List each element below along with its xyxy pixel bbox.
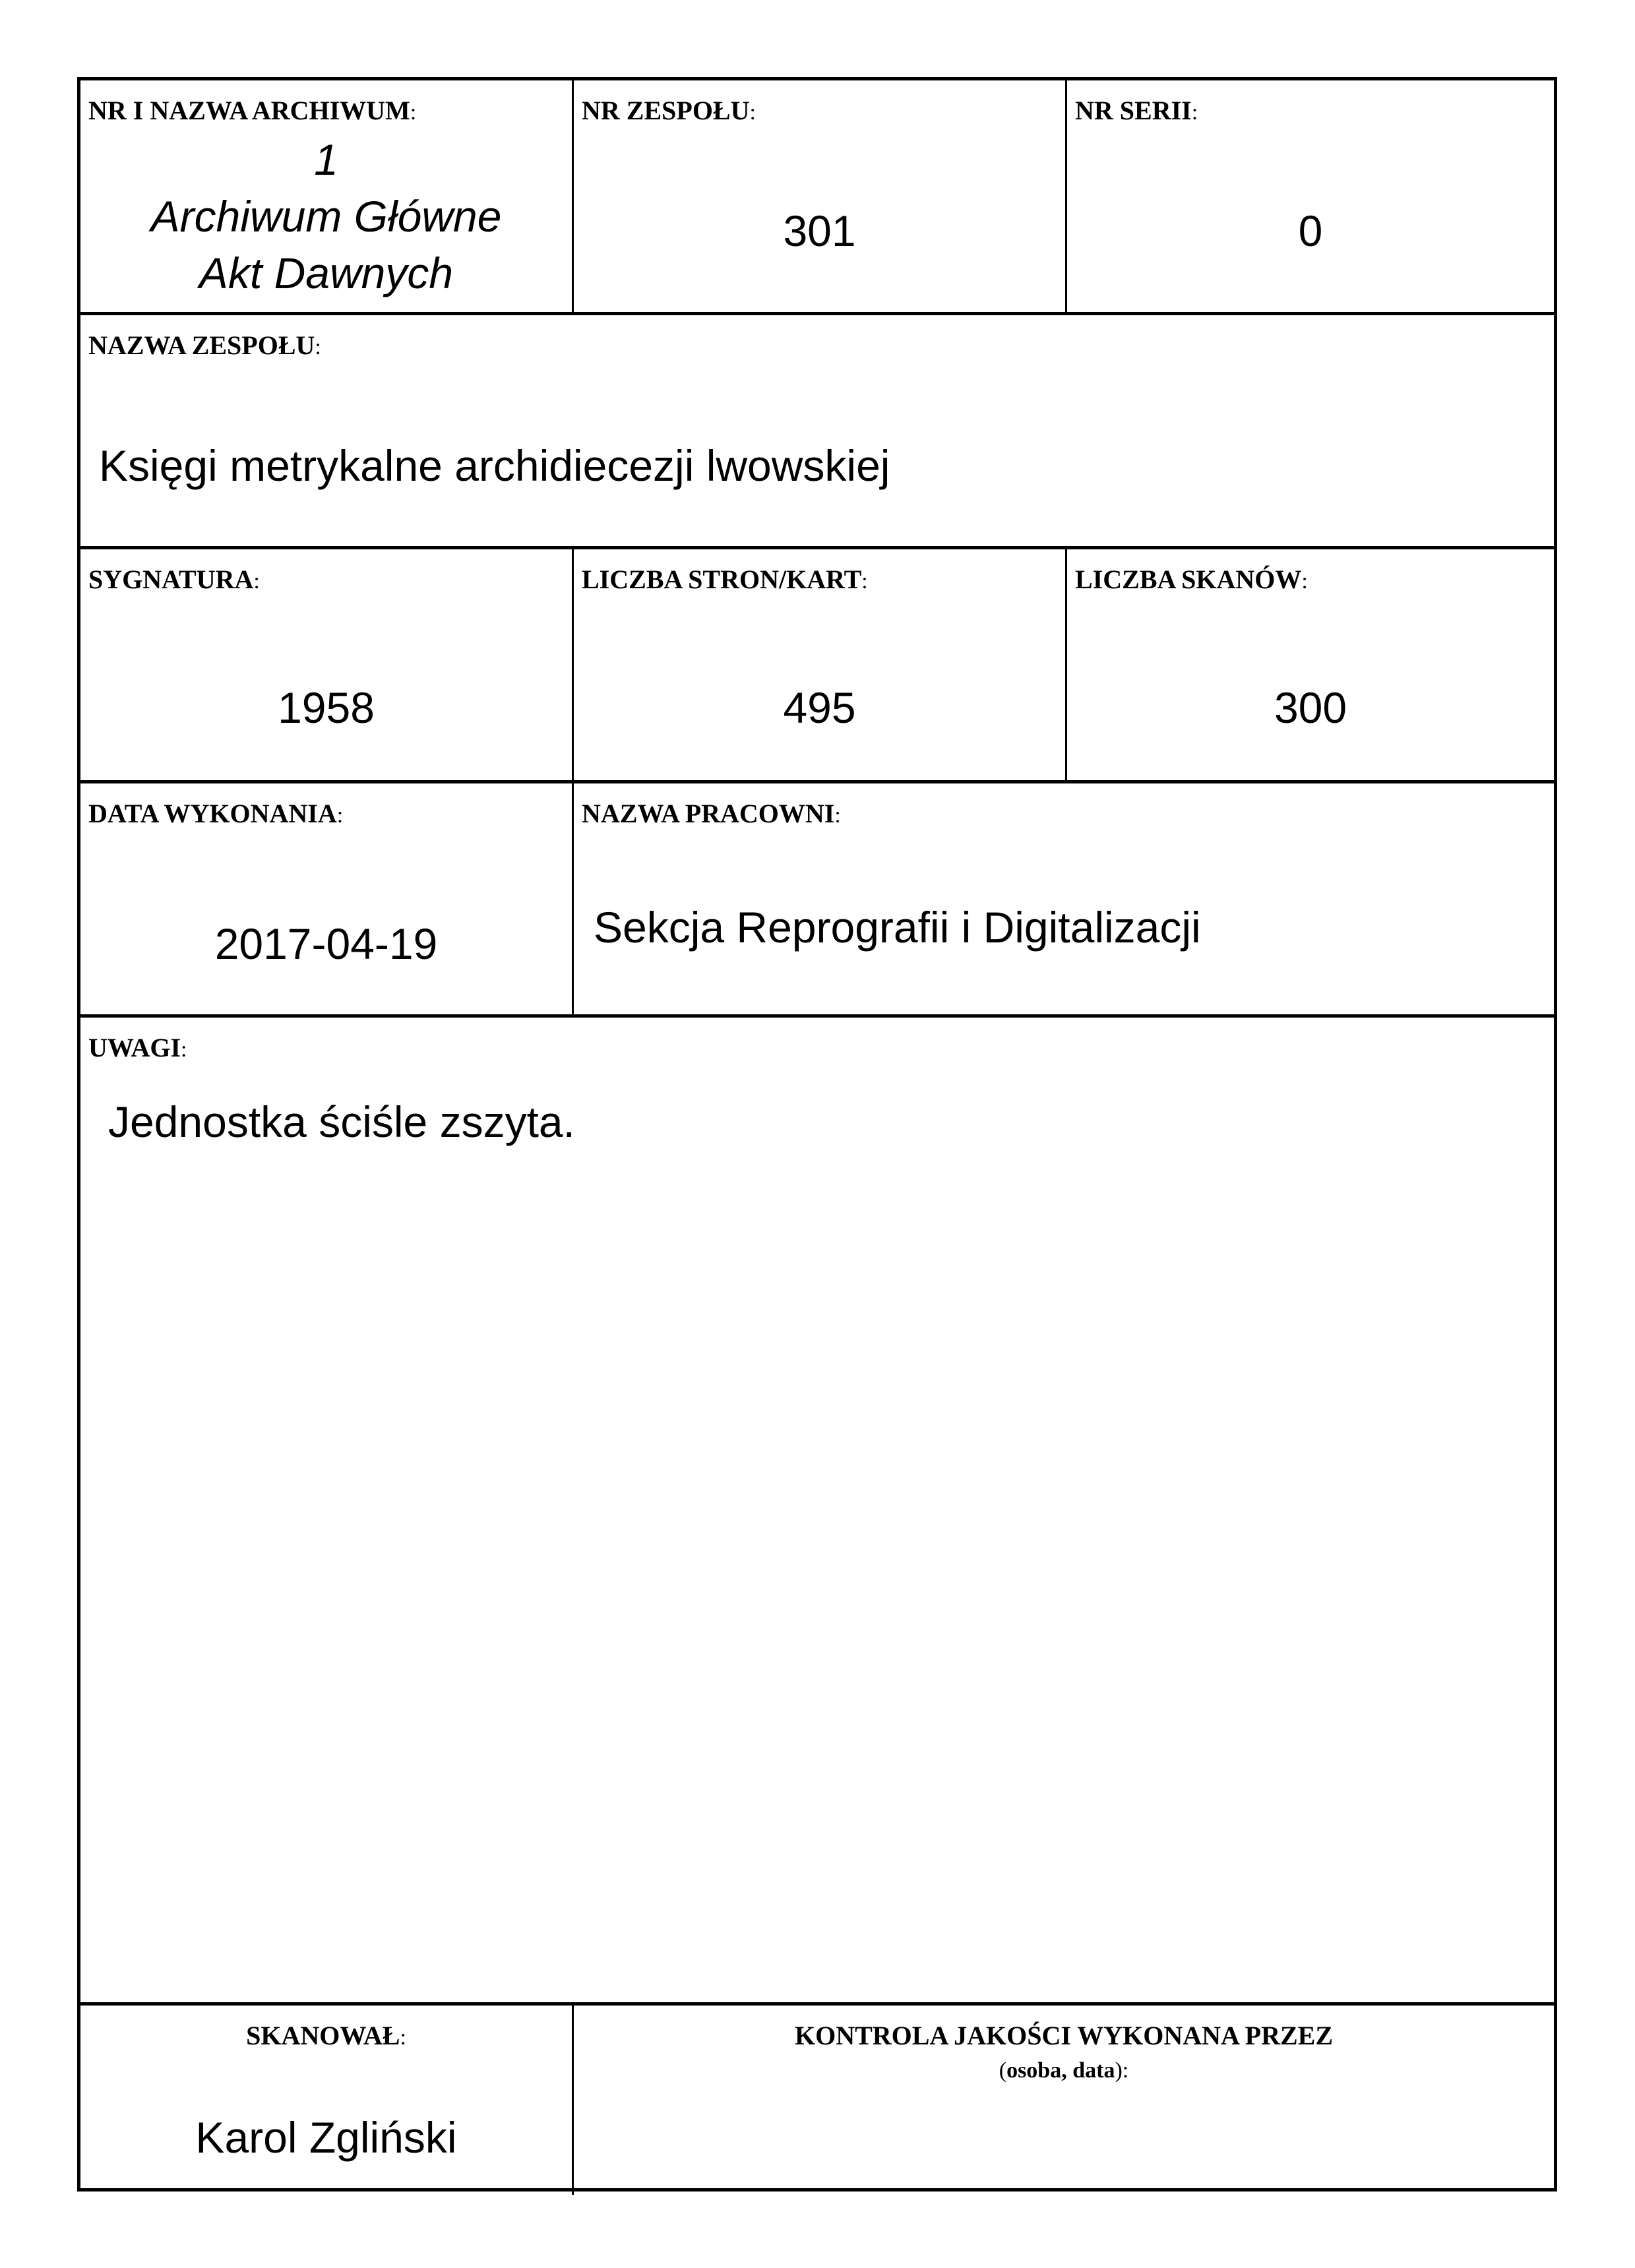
row-date-workshop xyxy=(80,783,1554,1018)
row-archive xyxy=(80,80,1554,315)
row-signoff xyxy=(80,2006,1554,2195)
archive-number: 1 xyxy=(314,135,338,184)
fonds-name-label: NAZWA ZESPOŁU: xyxy=(88,330,321,360)
scans-count-value: 300 xyxy=(1274,683,1347,732)
scans-count-label: LICZBA SKANÓW: xyxy=(1075,565,1308,594)
scanned-by-label: SKANOWAŁ: xyxy=(246,2021,406,2050)
row-notes xyxy=(80,1018,1554,2006)
quality-control-label: KONTROLA JAKOŚCI WYKONANA PRZEZ xyxy=(794,2021,1334,2050)
row-counts xyxy=(80,549,1554,783)
archive-label: NR I NAZWA ARCHIWUM: xyxy=(88,96,417,125)
cell-quality-control xyxy=(574,2006,1554,2195)
workshop-label: NAZWA PRACOWNI: xyxy=(582,799,841,828)
cell-fonds-number xyxy=(574,80,1067,312)
fonds-name-value: Księgi metrykalne archidiecezji lwowskiej xyxy=(99,441,890,490)
workshop-value: Sekcja Reprografii i Digitalizacji xyxy=(594,903,1201,952)
date-value: 2017-04-19 xyxy=(214,919,438,968)
date-label: DATA WYKONANIA: xyxy=(88,799,344,828)
series-number-label: NR SERII: xyxy=(1075,96,1198,125)
archive-name-line1: Archiwum Główne xyxy=(150,192,502,241)
cell-date xyxy=(80,783,574,1014)
signature-value: 1958 xyxy=(278,683,375,732)
cell-series-number xyxy=(1067,80,1554,312)
cell-fonds-name xyxy=(80,315,1554,546)
cell-notes xyxy=(80,1018,1554,2002)
pages-count-value: 495 xyxy=(783,683,856,732)
pages-count-label: LICZBA STRON/KART: xyxy=(582,565,868,594)
archive-name-line2: Akt Dawnych xyxy=(199,249,454,297)
cell-pages-count xyxy=(574,549,1067,780)
scan-metadata-form xyxy=(77,77,1557,2191)
quality-control-sublabel: (osoba, data): xyxy=(999,2058,1129,2083)
series-number-value: 0 xyxy=(1298,206,1323,255)
cell-scans-count xyxy=(1067,549,1554,780)
signature-label: SYGNATURA: xyxy=(88,565,260,594)
scanned-by-value: Karol Zgliński xyxy=(195,2113,457,2162)
row-fonds-name xyxy=(80,315,1554,549)
cell-signature xyxy=(80,549,574,780)
notes-value: Jednostka ściśle zszyta. xyxy=(108,1097,575,1146)
cell-scanned-by xyxy=(80,2006,574,2195)
fonds-number-value: 301 xyxy=(783,206,856,255)
cell-workshop xyxy=(574,783,1554,1014)
fonds-number-label: NR ZESPOŁU: xyxy=(582,96,756,125)
cell-archive xyxy=(80,80,574,312)
notes-label: UWAGI: xyxy=(88,1033,187,1062)
